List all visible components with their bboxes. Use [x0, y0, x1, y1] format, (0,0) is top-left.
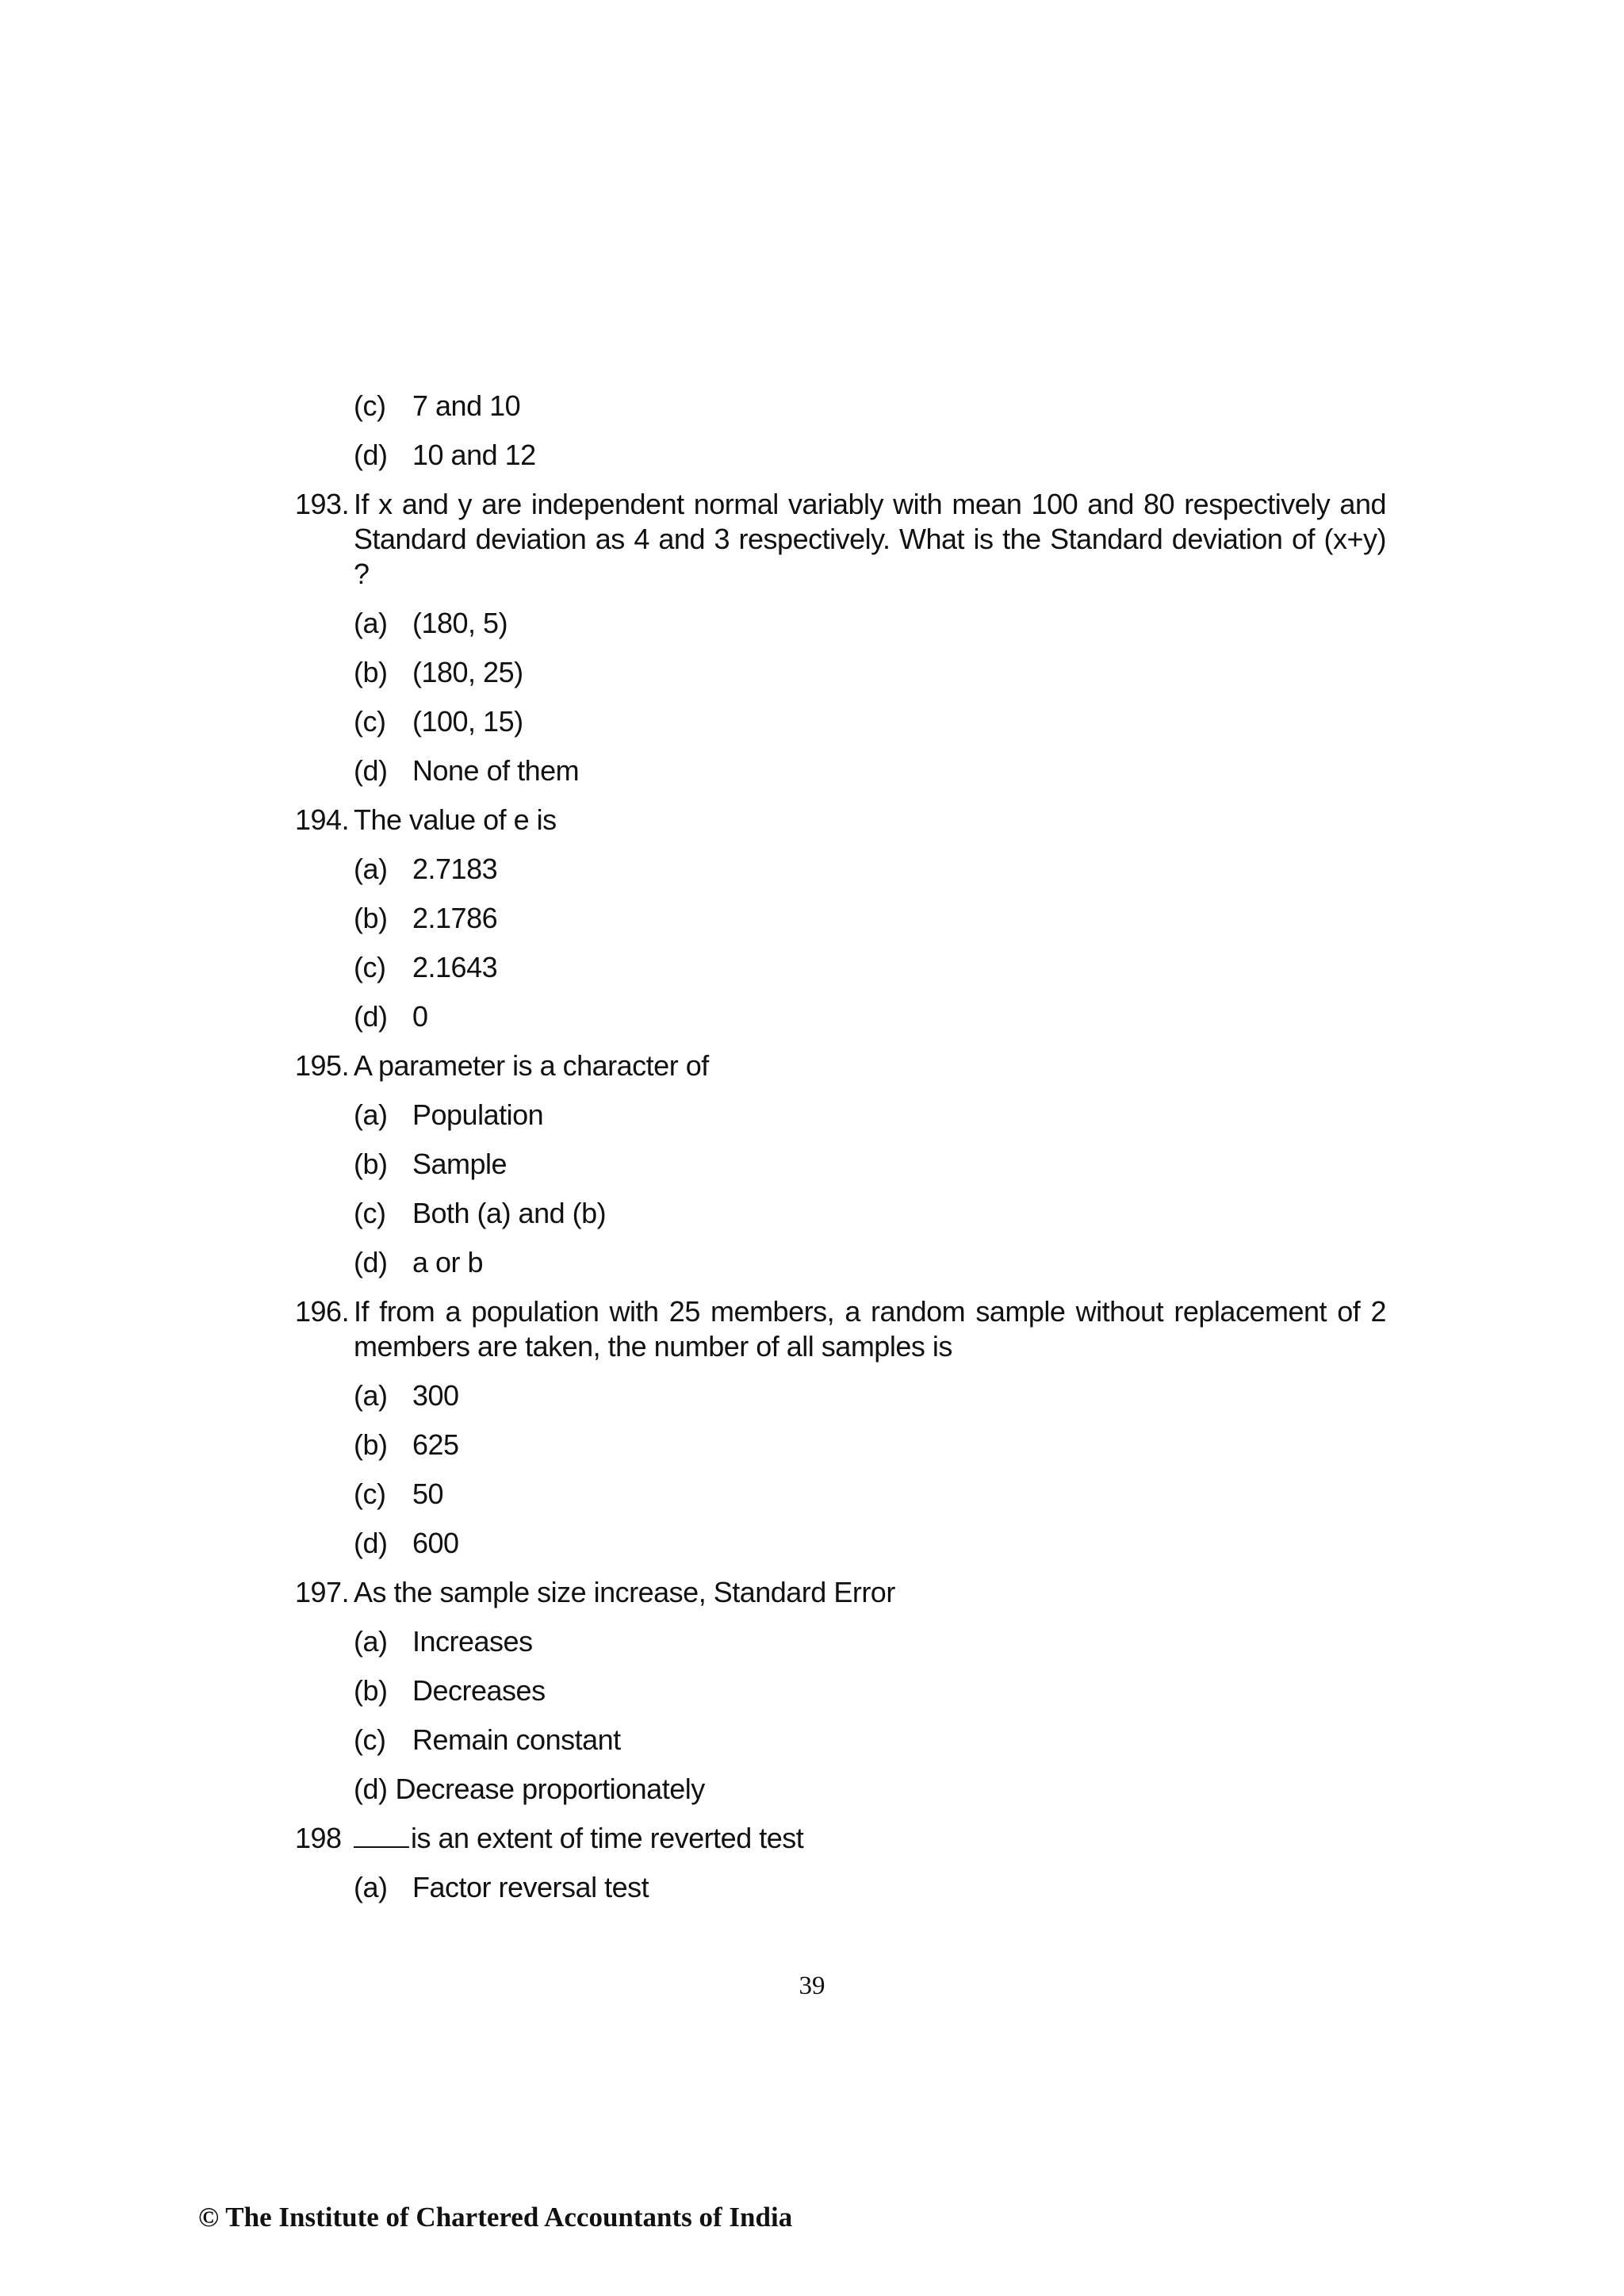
option-item — [295, 1428, 1386, 1462]
question-195 — [295, 1048, 1386, 1083]
footer-copyright: © The Institute of Chartered Accountants of India — [198, 2202, 793, 2233]
option-label: (d) — [354, 1773, 388, 1805]
option-text: Sample — [412, 1148, 508, 1180]
option-item — [295, 1624, 1386, 1659]
option-item — [295, 1477, 1386, 1512]
question-number: 196. — [295, 1295, 350, 1328]
question-number: 197. — [295, 1576, 350, 1608]
question-text: If from a population with 25 members, a random sample without replacement of 2 members are taken, the number of all samples is — [354, 1295, 1386, 1363]
option-label: (d) — [354, 1000, 388, 1033]
option-label: (b) — [354, 656, 388, 688]
option-item — [295, 1870, 1386, 1905]
option-label: (c) — [354, 1723, 386, 1756]
option-label: (a) — [354, 607, 388, 639]
option-text: Decrease proportionately — [395, 1773, 705, 1805]
option-item — [295, 950, 1386, 985]
page-number: 39 — [799, 1972, 825, 2000]
option-text: Increases — [412, 1625, 533, 1658]
option-label: (b) — [354, 1148, 388, 1180]
option-item — [295, 704, 1386, 739]
option-text: (180, 25) — [412, 656, 523, 688]
option-label: (c) — [354, 1478, 386, 1510]
question-text: As the sample size increase, Standard Error — [354, 1576, 895, 1608]
option-item — [295, 1723, 1386, 1757]
option-text: 625 — [412, 1428, 459, 1461]
option-label: (a) — [354, 1098, 388, 1131]
question-text: If x and y are independent normal variably with mean 100 and 80 respectively and Standard deviation as 4 and 3 respectively. What is the Standard deviation of (x+y) ? — [354, 488, 1386, 590]
option-text: 600 — [412, 1527, 459, 1559]
option-item — [295, 1378, 1386, 1413]
question-198 — [295, 1821, 1386, 1856]
option-label: (c) — [354, 389, 386, 422]
question-number: 193. — [295, 488, 350, 520]
option-item — [295, 1098, 1386, 1133]
question-number: 198 — [295, 1822, 342, 1854]
option-label: (c) — [354, 951, 386, 983]
answer-blank — [354, 1823, 409, 1848]
option-item — [295, 1147, 1386, 1182]
option-item — [295, 852, 1386, 887]
question-text-wrap — [354, 1821, 1386, 1856]
option-label: (c) — [354, 705, 386, 738]
option-text: Population — [412, 1098, 544, 1131]
option-label: (d) — [354, 439, 388, 471]
question-text: A parameter is a character of — [354, 1049, 709, 1082]
option-item — [295, 1245, 1386, 1280]
option-text: 0 — [412, 1000, 428, 1033]
question-number: 195. — [295, 1049, 350, 1082]
option-label: (d) — [354, 754, 388, 787]
question-text: The value of e is — [354, 803, 557, 836]
option-text: 10 and 12 — [412, 439, 536, 471]
option-text: Both (a) and (b) — [412, 1197, 607, 1229]
option-item — [295, 1772, 1386, 1807]
option-text: None of them — [412, 754, 580, 787]
option-item — [295, 753, 1386, 788]
option-item — [295, 1673, 1386, 1708]
question-194 — [295, 803, 1386, 838]
option-item — [295, 606, 1386, 641]
option-item — [295, 1196, 1386, 1231]
option-text: 2.1643 — [412, 951, 498, 983]
option-text: 2.7183 — [412, 853, 498, 885]
option-text: Factor reversal test — [412, 1871, 649, 1903]
option-item — [295, 901, 1386, 936]
option-text: (100, 15) — [412, 705, 523, 738]
option-text: 300 — [412, 1379, 459, 1412]
question-196 — [295, 1294, 1386, 1364]
option-item — [295, 438, 1386, 473]
option-label: (a) — [354, 1625, 388, 1658]
question-list — [295, 389, 1386, 1919]
question-number: 194. — [295, 803, 350, 836]
option-item — [295, 1526, 1386, 1561]
option-label: (d) — [354, 1527, 388, 1559]
option-item — [295, 655, 1386, 690]
option-item — [295, 389, 1386, 424]
option-item — [295, 999, 1386, 1034]
question-193 — [295, 487, 1386, 592]
option-text: Remain constant — [412, 1723, 621, 1756]
question-197 — [295, 1575, 1386, 1610]
option-label: (a) — [354, 1379, 388, 1412]
option-text: 2.1786 — [412, 902, 498, 934]
option-text: 50 — [412, 1478, 444, 1510]
option-label: (d) — [354, 1246, 388, 1278]
option-text: a or b — [412, 1246, 484, 1278]
option-label: (a) — [354, 853, 388, 885]
option-text: Decreases — [412, 1674, 546, 1707]
option-text: (180, 5) — [412, 607, 508, 639]
option-text: 7 and 10 — [412, 389, 521, 422]
option-label: (b) — [354, 1674, 388, 1707]
option-label: (a) — [354, 1871, 388, 1903]
option-label: (c) — [354, 1197, 386, 1229]
option-label: (b) — [354, 1428, 388, 1461]
option-label: (b) — [354, 902, 388, 934]
question-text: is an extent of time reverted test — [411, 1822, 804, 1854]
